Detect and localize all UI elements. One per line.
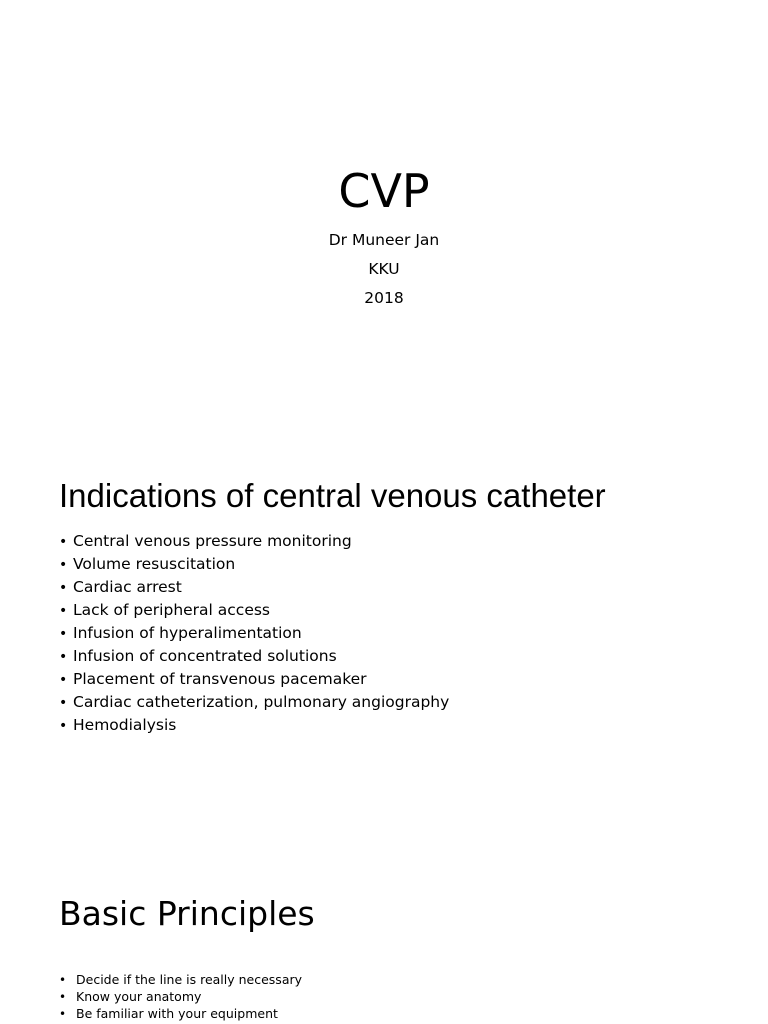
list-item-text: Infusion of hyperalimentation [73,624,302,642]
author-name: Dr Muneer Jan [328,231,440,249]
list-item [59,576,449,599]
list-item [59,530,449,553]
bullet-icon: • [59,718,68,734]
institution: KKU [368,260,400,278]
bullet-icon: • [59,580,68,596]
principles-heading: Basic Principles [59,894,315,933]
bullet-icon: • [59,695,68,711]
bullet-icon: • [59,649,68,665]
indications-heading: Indications of central venous catheter [59,477,606,514]
bullet-icon: • [59,672,68,688]
principles-list [59,971,302,1022]
list-item [59,553,449,576]
bullet-icon: • [59,557,68,573]
year: 2018 [364,289,404,307]
list-item-text: Cardiac arrest [73,578,182,596]
list-item [59,988,302,1005]
indications-list [59,530,449,737]
bullet-icon: • [59,973,67,987]
list-item-text: Decide if the line is really necessary [76,972,303,987]
list-item-text: Be familiar with your equipment [76,1006,278,1021]
list-item [59,714,449,737]
list-item-text: Infusion of concentrated solutions [73,647,337,665]
title-subtitle-block [0,228,768,315]
list-item-text: Know your anatomy [76,989,202,1004]
list-item-text: Central venous pressure monitoring [73,532,352,550]
bullet-icon: • [59,534,68,550]
bullet-icon: • [59,990,67,1004]
bullet-icon: • [59,1007,67,1021]
list-item [59,668,449,691]
list-item [59,691,449,714]
presentation-title: CVP [338,164,430,218]
bullet-icon: • [59,603,68,619]
list-item [59,645,449,668]
principles-slide [0,840,768,1024]
list-item-text: Placement of transvenous pacemaker [73,670,367,688]
list-item-text: Volume resuscitation [73,555,236,573]
title-slide [0,0,768,440]
list-item [59,599,449,622]
list-item-text: Cardiac catheterization, pulmonary angiography [73,693,450,711]
list-item [59,1005,302,1022]
list-item-text: Hemodialysis [73,716,177,734]
list-item [59,971,302,988]
list-item [59,622,449,645]
list-item-text: Lack of peripheral access [73,601,271,619]
bullet-icon: • [59,626,68,642]
indications-slide [0,440,768,840]
